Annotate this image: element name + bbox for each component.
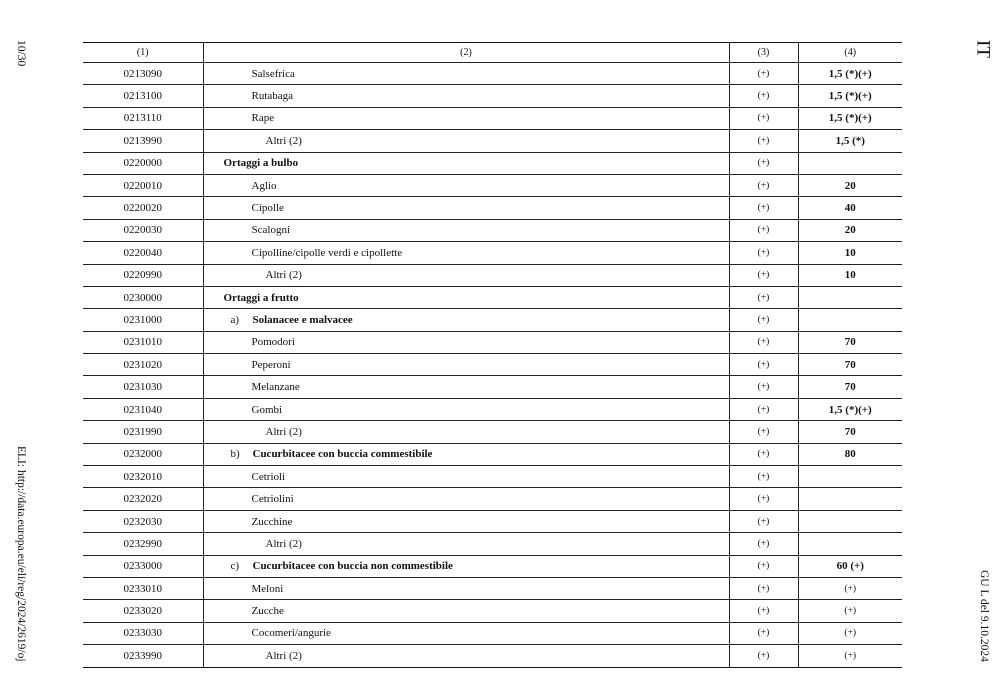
product-name-cell [203, 331, 729, 353]
product-name-cell [203, 376, 729, 398]
product-name: Cipolle [251, 202, 284, 215]
mrl-value: 70 [798, 354, 902, 376]
mrl-value: 40 [798, 197, 902, 219]
mrl-value: 70 [798, 331, 902, 353]
column-header: (1) [83, 43, 203, 63]
product-code: 0220010 [83, 174, 203, 196]
footnote-marker: (+) [729, 107, 798, 129]
product-code: 0233000 [83, 555, 203, 577]
product-name-cell [203, 488, 729, 510]
product-name-cell [203, 63, 729, 85]
footnote-marker: (+) [729, 331, 798, 353]
product-code: 0231990 [83, 421, 203, 443]
product-name-cell [203, 107, 729, 129]
product-name: Rape [251, 112, 275, 125]
product-name: Altri (2) [265, 134, 302, 147]
footnote-marker: (+) [729, 466, 798, 488]
table-row [83, 376, 902, 398]
product-code: 0232020 [83, 488, 203, 510]
subgroup-name: Cucurbitacee con buccia non commestibile [252, 560, 453, 573]
product-name: Gombi [251, 403, 283, 416]
product-name: Cetrioli [251, 470, 286, 483]
mrl-value: 60 (+) [798, 555, 902, 577]
product-name-cell [203, 152, 729, 174]
product-name-cell [203, 421, 729, 443]
product-name-cell [203, 309, 729, 331]
mrl-value: (+) [798, 600, 902, 622]
footnote-marker: (+) [729, 622, 798, 644]
product-code: 0232000 [83, 443, 203, 465]
table-row [83, 398, 902, 420]
mrl-value [798, 152, 902, 174]
product-name-cell [203, 577, 729, 599]
column-header: (3) [729, 43, 798, 63]
footnote-marker: (+) [729, 85, 798, 107]
journal-reference: GU L del 9.10.2024 [977, 570, 990, 662]
footnote-marker: (+) [729, 533, 798, 555]
product-name: Cetriolini [251, 493, 294, 506]
product-code: 0233030 [83, 622, 203, 644]
mrl-value: 1,5 (*)(+) [798, 398, 902, 420]
footnote-marker: (+) [729, 197, 798, 219]
subgroup-letter: a) [230, 313, 240, 326]
subgroup-letter: c) [230, 560, 240, 573]
page-number: 10/30 [15, 40, 27, 67]
product-name-cell [203, 219, 729, 241]
table-row [83, 197, 902, 219]
table-row [83, 264, 902, 286]
product-code: 0213100 [83, 85, 203, 107]
table-row [83, 600, 902, 622]
product-name-cell [203, 600, 729, 622]
product-name-cell [203, 443, 729, 465]
product-name-cell [203, 174, 729, 196]
left-margin [12, 40, 26, 662]
table-row [83, 555, 902, 577]
table-row [83, 443, 902, 465]
product-name: Melanzane [251, 381, 300, 394]
product-code: 0233010 [83, 577, 203, 599]
product-name: Cocomeri/angurie [251, 627, 331, 640]
table-row [83, 466, 902, 488]
product-code: 0231020 [83, 354, 203, 376]
product-name: Rutabaga [251, 90, 294, 103]
footnote-marker: (+) [729, 398, 798, 420]
footnote-marker: (+) [729, 645, 798, 667]
product-name: Pomodori [251, 336, 295, 349]
product-name: Salsefrica [251, 67, 295, 80]
table-row [83, 622, 902, 644]
product-name-cell [203, 398, 729, 420]
footnote-marker: (+) [729, 510, 798, 532]
product-name-cell [203, 242, 729, 264]
product-code: 0213990 [83, 130, 203, 152]
language-code: IT [972, 40, 994, 58]
table-row [83, 331, 902, 353]
table-row [83, 174, 902, 196]
product-name: Scalogni [251, 224, 290, 237]
product-code: 0213110 [83, 107, 203, 129]
footnote-marker: (+) [729, 63, 798, 85]
product-name: Peperoni [251, 358, 291, 371]
subgroup-name: Solanacee e malvacee [252, 313, 353, 326]
product-name-cell [203, 466, 729, 488]
eli-link[interactable]: ELI: http://data.europa.eu/eli/reg/2024/2619/oj [15, 446, 27, 662]
product-code: 0232990 [83, 533, 203, 555]
product-name: Meloni [251, 582, 284, 595]
footnote-marker: (+) [729, 219, 798, 241]
subgroup-letter: b) [230, 448, 240, 461]
footnote-marker: (+) [729, 264, 798, 286]
product-name-cell [203, 354, 729, 376]
table-row [83, 219, 902, 241]
product-code: 0231040 [83, 398, 203, 420]
product-name: Aglio [251, 179, 277, 192]
product-code: 0231030 [83, 376, 203, 398]
table-row [83, 488, 902, 510]
footnote-marker: (+) [729, 577, 798, 599]
table-row [83, 130, 902, 152]
product-name: Zucchine [251, 515, 293, 528]
footnote-marker: (+) [729, 130, 798, 152]
mrl-value: 70 [798, 376, 902, 398]
right-margin [974, 40, 992, 662]
mrl-value: (+) [798, 577, 902, 599]
table-row [83, 577, 902, 599]
table-row [83, 354, 902, 376]
product-name: Altri (2) [265, 425, 302, 438]
group-name: Ortaggi a frutto [223, 291, 299, 304]
mrl-value [798, 510, 902, 532]
table-row [83, 309, 902, 331]
footnote-marker: (+) [729, 376, 798, 398]
product-code: 0220020 [83, 197, 203, 219]
product-code: 0220990 [83, 264, 203, 286]
table-row [83, 286, 902, 308]
mrl-value: 80 [798, 443, 902, 465]
product-name: Altri (2) [265, 649, 302, 662]
footnote-marker: (+) [729, 600, 798, 622]
mrl-table [83, 42, 902, 668]
product-name-cell [203, 264, 729, 286]
product-code: 0233020 [83, 600, 203, 622]
mrl-value [798, 533, 902, 555]
product-code: 0220000 [83, 152, 203, 174]
mrl-value [798, 488, 902, 510]
product-name-cell [203, 645, 729, 667]
product-name: Altri (2) [265, 269, 302, 282]
product-name: Zucche [251, 605, 284, 618]
product-code: 0231010 [83, 331, 203, 353]
product-name-cell [203, 510, 729, 532]
mrl-value [798, 466, 902, 488]
footnote-marker: (+) [729, 242, 798, 264]
mrl-value: 70 [798, 421, 902, 443]
column-header: (2) [203, 43, 729, 63]
mrl-value: (+) [798, 622, 902, 644]
product-code: 0220030 [83, 219, 203, 241]
product-name-cell [203, 85, 729, 107]
mrl-value: 1,5 (*)(+) [798, 85, 902, 107]
mrl-value: 10 [798, 264, 902, 286]
mrl-value: 10 [798, 242, 902, 264]
footnote-marker: (+) [729, 309, 798, 331]
product-name-cell [203, 533, 729, 555]
column-header: (4) [798, 43, 902, 63]
mrl-value: 1,5 (*)(+) [798, 63, 902, 85]
product-name-cell [203, 130, 729, 152]
footnote-marker: (+) [729, 443, 798, 465]
footnote-marker: (+) [729, 354, 798, 376]
footnote-marker: (+) [729, 488, 798, 510]
product-name-cell [203, 197, 729, 219]
mrl-value: 1,5 (*)(+) [798, 107, 902, 129]
product-code: 0220040 [83, 242, 203, 264]
table-row [83, 510, 902, 532]
product-code: 0232010 [83, 466, 203, 488]
table-header-row [83, 43, 902, 63]
product-name-cell [203, 555, 729, 577]
subgroup-name: Cucurbitacee con buccia commestibile [252, 448, 433, 461]
table-row [83, 63, 902, 85]
table-row [83, 85, 902, 107]
product-code: 0232030 [83, 510, 203, 532]
product-name: Altri (2) [265, 537, 302, 550]
table-row [83, 421, 902, 443]
table-row [83, 242, 902, 264]
footnote-marker: (+) [729, 152, 798, 174]
product-code: 0213090 [83, 63, 203, 85]
table-row [83, 152, 902, 174]
mrl-value: (+) [798, 645, 902, 667]
product-code: 0233990 [83, 645, 203, 667]
table-row [83, 645, 902, 667]
mrl-value: 20 [798, 174, 902, 196]
table-row [83, 107, 902, 129]
footnote-marker: (+) [729, 286, 798, 308]
mrl-value [798, 286, 902, 308]
product-name: Cipolline/cipolle verdi e cipollette [251, 246, 403, 259]
footnote-marker: (+) [729, 555, 798, 577]
mrl-value: 20 [798, 219, 902, 241]
mrl-value [798, 309, 902, 331]
product-code: 0230000 [83, 286, 203, 308]
group-name: Ortaggi a bulbo [223, 157, 299, 170]
mrl-value: 1,5 (*) [798, 130, 902, 152]
product-name-cell [203, 622, 729, 644]
footnote-marker: (+) [729, 421, 798, 443]
footnote-marker: (+) [729, 174, 798, 196]
table-row [83, 533, 902, 555]
product-code: 0231000 [83, 309, 203, 331]
product-name-cell [203, 286, 729, 308]
